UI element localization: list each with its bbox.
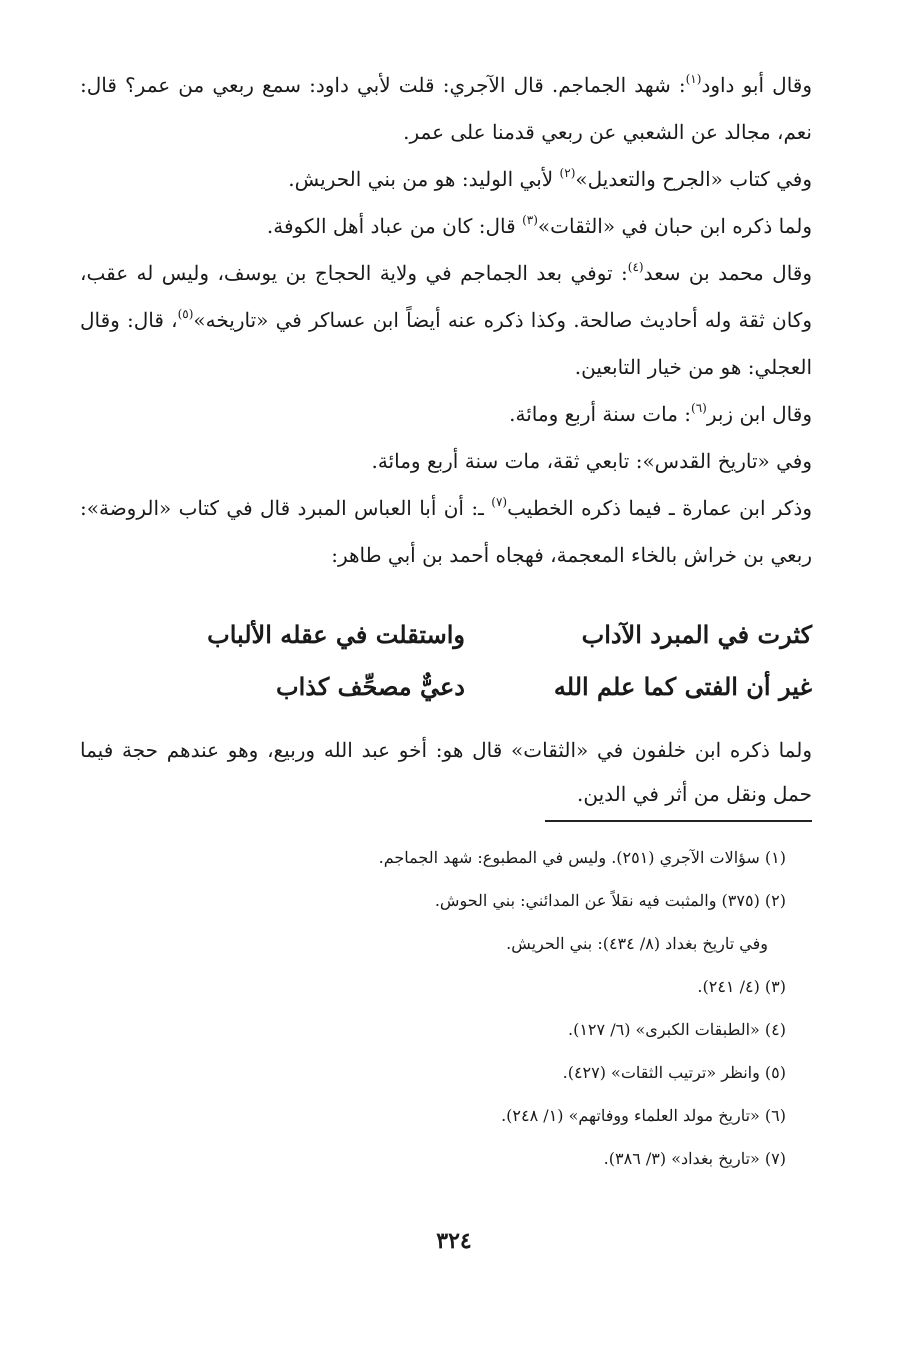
paragraph-tarikh-quds: وفي «تاريخ القدس»: تابعي ثقة، مات سنة أربع ومائة.	[371, 449, 812, 473]
footnote-3: (٣) (٤/ ٢٤١).	[697, 977, 786, 996]
footnote-5: (٥) وانظر «ترتيب الثقات» (٤٢٧).	[562, 1063, 786, 1082]
footnote-divider	[545, 820, 812, 822]
footnote-1: (١) سؤالات الآجري (٢٥١). وليس في المطبوع: شهد الجماجم.	[378, 848, 786, 867]
poem-line	[80, 620, 812, 660]
footnote-ref-4[interactable]: (٤)	[627, 260, 644, 274]
footnote-2: (٢) (٣٧٥) والمثبت فيه نقلاً عن المدائني: بني الحوش.	[434, 891, 786, 910]
poem-line	[80, 672, 812, 712]
footnote-ref-1[interactable]: (١)	[685, 72, 702, 86]
paragraph-ibn-umara: وذكر ابن عمارة ـ فيما ذكره الخطيب$^{(٧)}$ ـ: أن أبا العباس المبرد قال في كتاب «الروضة»: ربعي بن خراش بالخاء المعجمة، فهجاه أحمد بن أبي طاهر:	[80, 495, 812, 567]
poem-hemistich-left: واستقلت في عقله الألباب	[207, 620, 465, 649]
poem-hemistich-left: دعيٌّ مصحِّف كذاب	[275, 672, 465, 701]
footnote-4: (٤) «الطبقات الكبرى» (٦/ ١٢٧).	[568, 1020, 786, 1039]
footnote-ref-2[interactable]: (٢)	[559, 166, 576, 180]
paragraph-ibn-sad: وقال محمد بن سعد$^{(٤)}$: توفي بعد الجماجم في ولاية الحجاج بن يوسف، وليس له عقب، وكان ثقة وله أحاديث صالحة. وكذا ذكره عنه أيضاً ابن عساكر في «تاريخه»$^{(٥)}$، قال: وقال العجلي: هو من خيار التابعين.	[80, 260, 813, 379]
paragraph-abu-dawud: وقال أبو داود$^{(١)}$: شهد الجماجم. قال الآجري: قلت لأبي داود: سمع ربعي من عمر؟ قال: نعم، مجالد عن الشعبي عن ربعي قدمنا على عمر.	[80, 72, 813, 144]
paragraph-jarh-tadil: وفي كتاب «الجرح والتعديل»$^{(٢)}$ لأبي الوليد: هو من بني الحريش.	[288, 166, 812, 191]
footnote-6: (٦) «تاريخ مولد العلماء ووفاتهم» (١/ ٢٤٨).	[501, 1106, 786, 1125]
footnote-ref-7[interactable]: (٧)	[491, 495, 508, 509]
footnote-ref-6[interactable]: (٦)	[691, 401, 707, 415]
footnote-ref-5[interactable]: (٥)	[177, 307, 194, 321]
main-text	[80, 62, 812, 579]
footnote-2-continuation: وفي تاريخ بغداد (٨/ ٤٣٤): بني الحريش.	[506, 934, 768, 953]
page-number: ٣٢٤	[436, 1228, 472, 1254]
footnote-7: (٧) «تاريخ بغداد» (٣/ ٣٨٦).	[603, 1149, 786, 1168]
footnotes	[200, 836, 786, 1180]
paragraph-ibn-khalfun: ولما ذكره ابن خلفون في «الثقات» قال هو: أخو عبد الله وربيع، وهو عندهم حجة فيما حمل ونقل من أثر في الدين.	[80, 738, 812, 806]
poem-hemistich-right: غير أن الفتى كما علم الله	[553, 672, 812, 701]
paragraph-ibn-zabr: وقال ابن زبر$^{(٦)}$: مات سنة أربع ومائة.	[509, 401, 812, 426]
poem-hemistich-right: كثرت في المبرد الآداب	[581, 620, 812, 649]
closing-paragraph	[80, 728, 812, 816]
paragraph-ibn-hibban: ولما ذكره ابن حبان في «الثقات»$^{(٣)}$ قال: كان من عباد أهل الكوفة.	[266, 213, 812, 238]
footnote-ref-3[interactable]: (٣)	[522, 213, 538, 227]
